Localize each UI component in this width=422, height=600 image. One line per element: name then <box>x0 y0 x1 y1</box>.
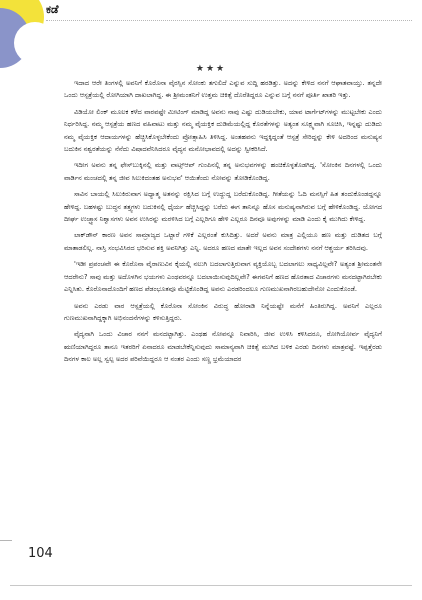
paragraph: ವೈದ್ಯನಾಗಿ ಒಂದು ವಿಚಾರ ನನಗೆ ಮನದಟ್ಟಾಗಿತ್ತು. ಎಂಥಹ ನೋವನ್ನೂ ನಿವಾರಿಸಿ, ಜೀವ ಉಳಿಸಿ ಕಳಿಸಿದರೂ, ರೋಗಿಯೋರ್ವ ವೈದ್ಯನಿಗೆ ಋಣಿಯಾಗಿದ್ದರೂ ತಾನೂ ಇತರರಿಗೆ ಏನಾದರೂ ಮಾಡಬೇಕೆನ್ನಿಸುವುದು ಸಾಮಾನ್ಯವಾಗಿ ಚಿಕಿತ್ಸೆ ಮುಗಿದ ಬಳಿಕ ಎರಡು ದಿನಗಳು ಮಾತ್ರವಷ್ಟೆ. ಇಪ್ಪತ್ತೆರಡು ದಿನಗಳ ಕಾಲ ಅಲ್ಲ ಸ್ವಲ್ಪ ಅದರ ಪರಿವೆಯಿದ್ದರೂ ಆ ನಂತರ ಎಂದು ಸಣ್ಣ ಭ್ರಮೆಯಾದರ <box>64 330 382 364</box>
page-number: 104 <box>28 546 53 561</box>
paragraph: ಇದೀಗ ಅವನು ತನ್ನ ಫೇಸ್‌ಬುಕ್ಕಿನಲ್ಲಿ ಮತ್ತು ವಾಟ್ಸ್ಆಪ್ ಗುಂಪಿನಲ್ಲಿ ತನ್ನ ಅನುಭವಗಳನ್ನು ಹಂಚಿಕೊಳ್ಳತೊಡಗಿದ್ದ. 'ಸೋಂಕಿನ ದಿನಗಳಲ್ಲಿ ಒಂದು ವಾರ್ಡಿನ ಮಂಚದಲ್ಲಿ ತನ್ನ ಜೀವ ಸಿಲುಕಿದಂತಹ ಅನುಭವ' ಆಯಿತೆಂದು ನೋವನ್ನು ತೋಡಿಕೊಂಡಿದ್ದ. <box>64 161 382 182</box>
body-text <box>64 77 382 370</box>
paragraph: ಇದಾದ ಆರೇ ತಿಂಗಳಲ್ಲಿ ಅವನಿಗೆ ಕೊರೊನಾ ವೈರಸ್ಸಿನ ಸೋಂಕು ತಗುಲಿದೆ ಎನ್ನುವ ಸುದ್ದಿ ಹರಡಿತ್ತು. ಅದನ್ನು ಕೇಳಿದ ನನಗೆ ಆಘಾತವಾಯ್ತು. ತನ್ನದೇ ಒಂದು ಆಸ್ಪತ್ರೆಯಲ್ಲಿ ರೋಗಿಯಾಗಿ ದಾಖಲಾಗಿದ್ದ. ಈ ಶ್ರೀಮಂತನಿಗೆ ಉತ್ತಮ ಚಿಕಿತ್ಸೆ ದೊರೆತಿದ್ದರೂ ಎನ್ನುವ ಬಗ್ಗೆ ನನಗೆ ಪೂರ್ತಿ ಖಾತರಿ ಇತ್ತು. <box>64 79 382 100</box>
header-dotted-rule <box>46 20 412 21</box>
paragraph: 'ಇಡೀ ಪ್ರಪಂಚವೇ ಈ ಕೊರೊನಾ ವೈರಾಣುವಿನ ಕೈಯಲ್ಲಿ ನಲುಗಿ ಬದಲಾಗುತ್ತಿರುವಾಗ ವ್ಯಕ್ತಿಯೊಬ್ಬ ಬದಲಾಗಲು ಸಾಧ್ಯವಿಲ್ಲವೇ? ಅತ್ಯಂತ ಶ್ರೀಮಂತನೇ ಆದರೇನು? ಸಾವು ಮತ್ತು ಅದೊಳಗಿನ ಭಯಗಳು ಎಂಥವರನ್ನೂ ಬದಲಾಯಿಸುವುದಿಲ್ಲವೇ? ಈಗವನಿಗೆ ಹಣದ ಹೊರತಾದ ವಿಚಾರಗಳು ಮನದಟ್ಟಾಗಿರಬೇಕು ಎನ್ನಿಸಿತು. ಕೊರೊನಾದೊಂದಿಗೆ ಹಣದ ಪೆಡಂಭೂತವೂ ಮೆಟ್ಟಿಕೊಂಡಿದ್ದ ಅವನು ಎರಡರಿಂದಲೂ ಗುಣಮುಖನಾಗಿರಬಹುದೇನೋ ಎಂದುಕೊಂಡೆ. <box>64 260 382 294</box>
paragraph: ಲಾಕ್‌ಡೌನ್ ಕಾರಣ ಅವನ ಸಾಮ್ರಾಜ್ಯದ ಒಟ್ಟಾರೆ ಗಳಿಕೆ ಎಲ್ಲರಂತೆ ಕುಸಿದಿತ್ತು. ಅದರೆ ಅವನು ಮಾತ್ರ ಎಲ್ಲಿಯೂ ಹಣ ಮತ್ತು ದುಡಿತದ ಬಗ್ಗೆ ಮಾತಾಡಲಿಲ್ಲ. ನಾಸ್ತಿ ಸಂಭವಿಸಿರದ ಭರಿಸುವ ಶಕ್ತಿ ಅವನಿಗಿತ್ತು ಎನ್ನಿ. ಅದರೂ ಹಣದ ಮಾತೇ ಇಲ್ಲದ ಅವನ ಸಂದೇಶಗಳು ನನಗೆ ಆಶ್ಚರ್ಯ ತರಿಸಿದವು. <box>64 231 382 252</box>
section-break-ornament: ★★★ <box>195 64 227 74</box>
margin-rule <box>0 540 12 541</box>
paragraph: ಅವನು ಎರಡು ವಾರ ಆಸ್ಪತ್ರೆಯಲ್ಲಿ ಕೊರೊನಾ ಸೋಂಕಿನ ವಿರುದ್ಧ ಹೋರಾಡಿ ನಿನ್ನೆಯಷ್ಟೇ ಮನೆಗೆ ಹಿಂತಿರುಗಿದ್ದ. ಅವನಿಗೆ ಎಲ್ಲರೂ ಗುಣಮುಖನಾಗಿದ್ದಕ್ಕಾಗಿ ಅಭಿನಂದನೆಗಳನ್ನು ಕಳಿಸುತ್ತಿದ್ದರು. <box>64 301 382 322</box>
section-label: ಕಡೆ <box>46 3 59 16</box>
paragraph: ವಿಡಿಯೋ ಲಿಂಕ್ ಮೂಲಕ ಕಳೆದ ವಾರವಷ್ಟೇ ಮೀಟಿಂಗ್ ಮಾಡಿದ್ದ ಅವನು ನಾವು ಎಷ್ಟು ದುಡಿಯಬೇಕು, ಯಾವ ಟಾರ್ಗೆಟ್‌ಗಳನ್ನು ಮುಟ್ಟಬೇಕು ಎಂದು ನಿರ್ಧರಿಸಿದ್ದ. ನಮ್ಮ ಆಸ್ಪತ್ರೆಯ ಹಣದ ವಹಿವಾಟು ಮತ್ತು ನಮ್ಮ ವೈಯಕ್ತಿಕ ದುಡಿಮೆಯಲ್ಲಿದ್ದ ಕೊರತೆಗಳನ್ನು ಅತ್ಯಂತ ಸೂಕ್ಷ್ಮವಾಗಿ ಸೂಚಿಸಿ, ಇನ್ನಷ್ಟು ದುಡಿದು ನಮ್ಮ ವೈಯಕ್ತಿಕ ಆದಾಯಗಳನ್ನು ಹೆಚ್ಚಿಸಿಕೊಳ್ಳಬೇಕೆಂದು ಪ್ರೋತ್ಸಾಹಿಸಿ ತಿಳಿಸಿದ್ದ. ಅಂತಹವನು ಇದ್ದಕ್ಕಿದ್ದಂತೆ ಆಸ್ಪತ್ರೆ ಸೇರಿದ್ದನ್ನು ಕೇಳಿ ಅದರಿಂದ ಮನುಷ್ಯನ ಬದುಕಿನ ನಶ್ವರತೆಯನ್ನು ನೆನೆದು ವಿಷಾದವೆನಿಸಿದರೂ ವೈದ್ಯನ ಮನೋಭಾವದಲ್ಲಿ ಅದನ್ನು ಸ್ವೀಕರಿಸಿದೆ. <box>64 107 382 154</box>
footer-rule <box>10 585 412 586</box>
paragraph: ಸಾವಿನ ಬಾಯಲ್ಲಿ ಸಿಲುಕಿರುವಾಗ ಅಧ್ಯಾತ್ಮ ಅತನನ್ನು ರಕ್ಷಿಸಿದ ಬಗ್ಗೆ ಉದ್ದುದ್ದ ಬರೆದುಕೊಂಡಿದ್ದ. ಗೀತೆಯನ್ನು ಓದಿ ಮನಸ್ಸಿಗೆ ಹಿತ ತಂದುಕೊಂಡದ್ದನ್ನೂ ಹೇಳಿದ್ದ. ಬಹಳಷ್ಟು ಬುದ್ಧನ ತತ್ತ್ವಗಳು ಬದುಕಿನಲ್ಲಿ ಧೈರ್ಯ ಹೆಚ್ಚಿಸಿದ್ದನ್ನು ಬರೆದು ಈಗ ತಾನಿನ್ನೂ ಹೊಸ ಮನುಷ್ಯನಾಗಿರುವ ಬಗ್ಗೆ ಹೇಳಿಕೊಂಡಿದ್ದ. ಯೋಗದ ದೀರ್ಘ ಉಚ್ಛ್ವಾಸ ನಿಶ್ವಾಸಗಳು ಅವನ ಉಸಿರನ್ನು ಮರಳಿಸಿದ ಬಗ್ಗೆ ಎಲ್ಲರಿಗೂ ಹೇಳಿ ಎಲ್ಲರೂ ದಿನವೂ ಅವುಗಳನ್ನು ಮಾಡಿ ಎಂದು ಕೈ ಮುಗಿದು ಕೇಳಿದ್ದ. <box>64 190 382 224</box>
corner-decoration-white-circle <box>14 22 56 64</box>
